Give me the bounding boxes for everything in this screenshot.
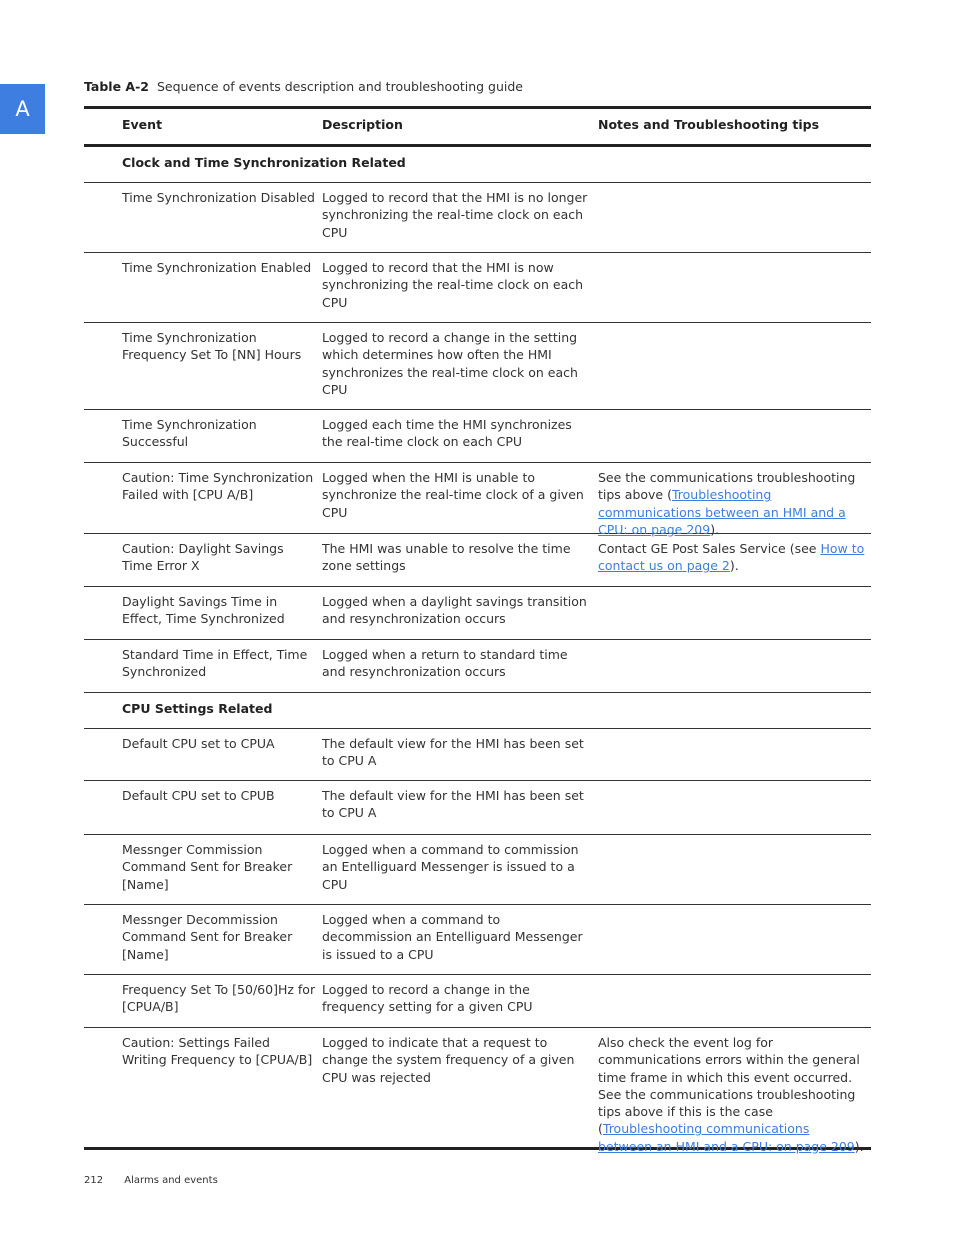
event-cell: Standard Time in Effect, Time Synchronized [122, 647, 308, 680]
notes-cell [598, 841, 871, 904]
description-cell: Logged to indicate that a request to change the system frequency of a given CPU was rejected [322, 1035, 575, 1085]
table-row [84, 183, 871, 253]
description-cell: Logged when a command to commission an Entelliguard Messenger is issued to a CPU [322, 842, 579, 892]
table-caption [84, 79, 871, 94]
description-cell: Logged when a daylight savings transition and resynchronization occurs [322, 594, 587, 627]
notes-cell [598, 1034, 871, 1154]
table-row [84, 534, 871, 587]
notes-text-post: ). [710, 521, 720, 537]
troubleshooting-link[interactable]: Troubleshooting communications between an HMI and a CPU: on page 209 [598, 487, 846, 537]
event-cell: Daylight Savings Time in Effect, Time Synchronized [122, 594, 285, 627]
event-cell: Frequency Set To [50/60]Hz for [CPUA/B] [122, 982, 316, 1015]
footer-section-title: Alarms and events [124, 1175, 218, 1186]
notes-text-pre: Also check the event log for communications errors within the general time frame in which this event occurred. See the communications troubleshooting tips above if this is the case ( [598, 1035, 860, 1137]
notes-cell [598, 593, 871, 639]
header-event: Event [122, 117, 163, 132]
description-cell: The default view for the HMI has been set to CPU A [322, 788, 584, 821]
table-row [84, 729, 871, 781]
table-row [84, 410, 871, 463]
events-table [84, 106, 871, 1154]
table-row [84, 781, 871, 835]
notes-text-pre: See the communications troubleshooting tips above ( [598, 470, 856, 503]
notes-cell [598, 540, 871, 586]
table-row [84, 253, 871, 323]
notes-cell [598, 981, 871, 1027]
description-cell: Logged when a command to decommission an Entelliguard Messenger is issued to a CPU [322, 912, 583, 962]
event-cell: Caution: Settings Failed Writing Frequency to [CPUA/B] [122, 1035, 313, 1068]
event-cell: Default CPU set to CPUB [122, 788, 275, 803]
header-notes: Notes and Troubleshooting tips [598, 117, 820, 132]
description-cell: Logged when the HMI is unable to synchronize the real-time clock of a given CPU [322, 470, 584, 520]
notes-cell [598, 735, 871, 780]
notes-cell [598, 469, 871, 537]
chapter-tab-letter: A [15, 97, 30, 121]
event-cell: Default CPU set to CPUA [122, 736, 275, 751]
event-cell: Time Synchronization Successful [122, 417, 257, 450]
description-cell: The default view for the HMI has been set to CPU A [322, 736, 584, 769]
notes-cell [598, 646, 871, 692]
notes-cell [598, 329, 871, 409]
notes-text-pre: Contact GE Post Sales Service (see [598, 541, 821, 556]
table-row [84, 587, 871, 640]
event-cell: Time Synchronization Frequency Set To [NN] Hours [122, 330, 302, 363]
event-cell: Time Synchronization Enabled [122, 260, 312, 275]
notes-text-post: ). [729, 558, 739, 574]
description-cell: Logged when a return to standard time and resynchronization occurs [322, 647, 568, 680]
section-header-clock [84, 147, 871, 183]
header-description: Description [322, 117, 403, 132]
description-cell: Logged to record that the HMI is now synchronizing the real-time clock on each CPU [322, 260, 584, 310]
section-title: CPU Settings Related [122, 701, 273, 716]
event-cell: Caution: Daylight Savings Time Error X [122, 541, 284, 574]
table-row [84, 975, 871, 1028]
table-row [84, 1028, 871, 1154]
event-cell: Time Synchronization Disabled [122, 190, 315, 205]
table-row [84, 640, 871, 693]
description-cell: Logged to record a change in the frequency setting for a given CPU [322, 982, 533, 1015]
notes-cell [598, 416, 871, 462]
description-cell: The HMI was unable to resolve the time zone settings [322, 541, 571, 574]
table-caption-label: Table A-2 [84, 79, 149, 94]
table-row [84, 905, 871, 975]
contact-us-link[interactable]: How to contact us on page 2 [598, 541, 865, 574]
notes-cell [598, 189, 871, 252]
event-cell: Messnger Commission Command Sent for Breaker [Name] [122, 842, 293, 892]
notes-text-post: ). [854, 1138, 864, 1154]
notes-cell [598, 911, 871, 974]
description-cell: Logged to record that the HMI is no longer synchronizing the real-time clock on each CPU [322, 190, 588, 240]
notes-cell [598, 259, 871, 322]
chapter-tab [0, 84, 45, 134]
table-caption-text: Sequence of events description and troubleshooting guide [156, 79, 523, 94]
notes-cell [598, 787, 871, 834]
description-cell: Logged each time the HMI synchronizes the real-time clock on each CPU [322, 417, 572, 450]
section-header-cpu-settings [84, 693, 871, 729]
page-number: 212 [84, 1175, 104, 1186]
description-cell: Logged to record a change in the setting which determines how often the HMI synchronizes the real-time clock on each CPU [322, 330, 578, 397]
section-title: Clock and Time Synchronization Related [122, 155, 406, 170]
troubleshooting-link[interactable]: Troubleshooting communications between an HMI and a CPU: on page 209 [598, 1121, 855, 1154]
table-row [84, 835, 871, 905]
page-footer [84, 1175, 218, 1186]
event-cell: Caution: Time Synchronization Failed with [CPU A/B] [122, 470, 314, 503]
table-row [84, 323, 871, 410]
table-row [84, 463, 871, 537]
table-header-row [84, 109, 871, 147]
event-cell: Messnger Decommission Command Sent for Breaker [Name] [122, 912, 293, 962]
